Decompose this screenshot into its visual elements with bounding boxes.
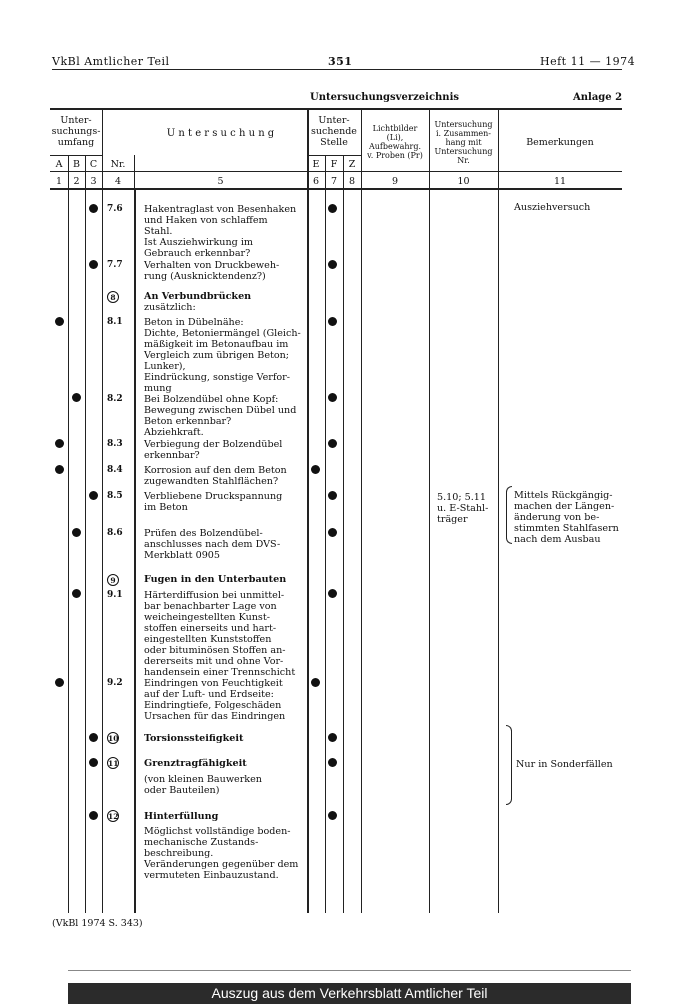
brace xyxy=(506,725,512,805)
col-bemerkungen: Bemerkungen xyxy=(526,137,594,148)
section-number-circle: 8 xyxy=(107,291,119,303)
col-a: A xyxy=(55,159,63,170)
header-right: Heft 11 — 1974 xyxy=(540,55,636,68)
row-number: 8.4 xyxy=(107,465,123,475)
section-title: Grenztragfähigkeit xyxy=(144,758,247,769)
marker-dot xyxy=(328,393,337,402)
col-umfang: Unter- suchungs- umfang xyxy=(51,115,101,148)
marker-dot xyxy=(72,589,81,598)
marker-dot xyxy=(328,260,337,269)
colnum-7: 7 xyxy=(330,176,338,187)
marker-dot xyxy=(328,528,337,537)
section-subtitle: (von kleinen Bauwerken oder Bauteilen) xyxy=(144,774,262,796)
remark: Nur in Sonderfällen xyxy=(516,759,613,770)
col-e: E xyxy=(312,159,320,170)
marker-dot xyxy=(89,733,98,742)
page-number: 351 xyxy=(328,55,353,68)
row-text: Verbiegung der Bolzendübel erkennbar? xyxy=(144,439,283,461)
anlage-label: Anlage 2 xyxy=(573,92,623,103)
col-stelle: Unter- suchende Stelle xyxy=(311,115,357,148)
colnum-3: 3 xyxy=(90,176,97,187)
marker-dot xyxy=(55,678,64,687)
marker-dot xyxy=(89,491,98,500)
colnum-8: 8 xyxy=(348,176,356,187)
row-number: 7.7 xyxy=(107,260,123,270)
section-title: Torsionssteifigkeit xyxy=(144,733,244,744)
marker-dot xyxy=(72,393,81,402)
section-subtitle: Möglichst vollständige boden- mechanische Zustands- beschreibung. Veränderungen gegenüber dem vermuteten Einbauzustand. xyxy=(144,826,299,881)
row-number: 8.5 xyxy=(107,491,123,501)
colnum-6: 6 xyxy=(312,176,320,187)
marker-dot xyxy=(328,204,337,213)
row-number: 7.6 xyxy=(107,204,123,214)
row-number: 8.3 xyxy=(107,439,123,449)
marker-dot xyxy=(72,528,81,537)
row-text: Prüfen des Bolzendübel- anschlusses nach dem DVS- Merkblatt 0905 xyxy=(144,528,281,561)
marker-dot xyxy=(328,589,337,598)
marker-dot xyxy=(55,317,64,326)
section-title: Fugen in den Unterbauten xyxy=(144,574,287,585)
marker-dot xyxy=(55,465,64,474)
marker-dot xyxy=(89,260,98,269)
row-text: Eindringen von Feuchtigkeit auf der Luft- und Erdseite: Eindringtiefe, Folgeschäden Ursachen für das Eindringen xyxy=(144,678,286,722)
col-z: Z xyxy=(348,159,356,170)
remark: Mittels Rückgängig- machen der Längen- änderung von be- stimmten Stahlfasern nach dem Ausbau xyxy=(514,490,619,545)
table-title: Untersuchungsverzeichnis xyxy=(310,92,460,103)
row-text: Hakentraglast von Besenhaken und Haken von schlaffem Stahl. Ist Ausziehwirkung im Gebrauch erkennbar? xyxy=(144,204,297,259)
row-text: Bei Bolzendübel ohne Kopf: Bewegung zwischen Dübel und Beton erkennbar? Abziehkraft. xyxy=(144,394,297,438)
col-f: F xyxy=(330,159,338,170)
section-subtitle: zusätzlich: xyxy=(144,302,196,313)
row-text: Verhalten von Druckbeweh- rung (Ausknicktendenz?) xyxy=(144,260,280,282)
row-text: Korrosion auf den dem Beton zugewandten Stahlflächen? xyxy=(144,465,287,487)
section-number-circle: 11 xyxy=(108,759,119,768)
colnum-5: 5 xyxy=(217,176,224,187)
marker-dot xyxy=(328,733,337,742)
col-lichtbilder: Lichtbilder (Li), Aufbewahrg. v. Proben (Pr) xyxy=(367,124,423,160)
colnum-4: 4 xyxy=(114,176,122,187)
remark: Ausziehversuch xyxy=(514,202,591,213)
marker-dot xyxy=(328,491,337,500)
brace xyxy=(506,486,512,544)
marker-dot xyxy=(328,811,337,820)
marker-dot xyxy=(89,204,98,213)
colnum-11: 11 xyxy=(553,176,567,187)
row-number: 8.6 xyxy=(107,528,123,538)
footer-banner: Auszug aus dem Verkehrsblatt Amtlicher Teil xyxy=(68,983,631,1004)
marker-dot xyxy=(55,439,64,448)
colnum-1: 1 xyxy=(55,176,63,187)
section-number-circle: 12 xyxy=(108,812,119,821)
row-text: Verbliebene Druckspannung im Beton xyxy=(144,491,283,513)
row-number: 8.2 xyxy=(107,394,123,404)
marker-dot xyxy=(89,758,98,767)
header-rule xyxy=(52,69,622,70)
colnum-2: 2 xyxy=(73,176,80,187)
marker-dot xyxy=(311,678,320,687)
row-number: 9.2 xyxy=(107,678,123,688)
col-untersuchung: U n t e r s u c h u n g xyxy=(166,128,275,139)
section-number-circle: 9 xyxy=(107,574,119,586)
colnum-10: 10 xyxy=(457,176,470,187)
header-left: VkBl Amtlicher Teil xyxy=(52,55,170,68)
section-title: An Verbundbrücken xyxy=(144,291,252,302)
col-b: B xyxy=(73,159,80,170)
marker-dot xyxy=(328,758,337,767)
section-number-circle: 10 xyxy=(108,734,119,743)
colnum-9: 9 xyxy=(391,176,399,187)
marker-dot xyxy=(89,811,98,820)
col-zusammenhang: Untersuchung i. Zusammen- hang mit Untersuchung Nr. xyxy=(434,120,493,165)
table-top-rule xyxy=(50,108,622,110)
col-c: C xyxy=(89,159,98,170)
col-nr: Nr. xyxy=(110,159,126,170)
section-title: Hinterfüllung xyxy=(144,811,219,822)
row-number: 8.1 xyxy=(107,317,123,327)
related-investigation: 5.10; 5.11 u. E-Stahl- träger xyxy=(437,492,489,525)
marker-dot xyxy=(328,439,337,448)
marker-dot xyxy=(311,465,320,474)
row-number: 9.1 xyxy=(107,590,123,600)
row-text: Beton in Dübelnähe: Dichte, Betoniermängel (Gleich- mäßigkeit im Betonaufbau im Vergleich zum übrigen Beton; Lunker), Eindrückung, sonstige Verfor- mung xyxy=(144,317,301,394)
source-note: (VkBl 1974 S. 343) xyxy=(52,918,143,929)
marker-dot xyxy=(328,317,337,326)
row-text: Härterdiffusion bei unmittel- bar benachbarter Lage von weicheingestellten Kunst- stoffen einerseits und hart- eingestellten Kunststoffen oder bituminösen Stoffen an- dererseits mit und ohne Vor- handensein einer Trennschicht xyxy=(144,590,296,678)
